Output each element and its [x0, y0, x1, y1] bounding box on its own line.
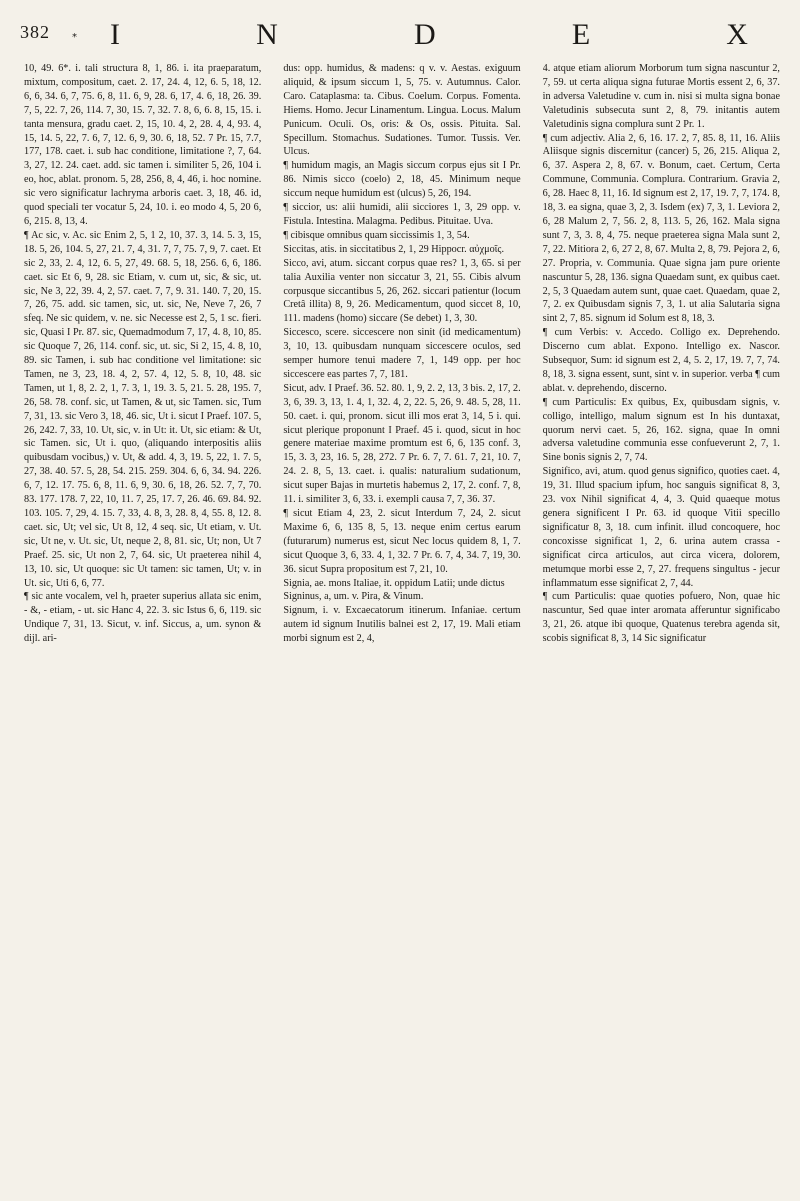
index-entry: ¶ humidum magis, an Magis siccum corpus ejus sit I Pr. 86. Nimis sicco (coelo) 2, 18, 45. Minimum neque siccum neque humidum est (ulcus) 5, 26, 194. [283, 160, 521, 200]
index-column-right [543, 62, 780, 1189]
page-mark: * [72, 32, 77, 43]
running-head [20, 18, 780, 52]
index-entry: Siccitas, atis. in siccitatibus 2, 1, 29 Hippocr. αὐχμοῖς. [283, 243, 505, 255]
index-entry: Sicco, avi, atum. siccant corpus quae res? 1, 3, 65. si per talia Auxilia venter non siccatur 3, 21, 55. Cibis alvum corpusque siccantibus 5, 26, 262. siccari patientur (locum Cretâ illita) 8, 9, 26. Medicamentum, quod siccet 8, 10, 111. madens (homo) siccare (Se debet) 1, 3, 30. [283, 257, 521, 325]
index-columns [24, 62, 780, 1189]
index-entry: ¶ sic ante vocalem, vel h, praeter superius allata sic enim, - &, - etiam, - ut. sic Hanc 4, 22. 3. sic Istus 6, 6, 119. sic Undique 7, 31, 13. Sicut, v. inf. Siccus, a, um. synon & dijl. ari- [24, 591, 262, 645]
index-entry: ¶ cum Verbis: v. Accedo. Colligo ex. Deprehendo. Discerno cum ablat. Expono. Intelligo ex. Nascor. Subsequor, Sum: id signum est 2, 4, 5. 2, 17, 19. 7, 7, 74. 8, 18, 3. signa essent, sunt, sint v. in superior. verba ¶ cum ablat. v. deprehendo, discerno. [542, 327, 780, 394]
index-entry: Sicut, adv. I Praef. 36. 52. 80. 1, 9, 2. 2, 13, 3 bis. 2, 17, 2. 3, 6, 39. 3, 13, 1. 4, 1, 32. 4, 2, 22. 5, 26, 9. 48. 5, 28, 11. 50. caet. i. qui, pronom. sicut illi mos erat 3, 14, 5 i. qui. sicut plerique proponunt I Praef. 45 i. quod, sicut in hoc genere materiae maxime promtum est 6, 6, 135 conf. 3, 15, 3. 3, 23, 16. 5, 28, 272. 7 Pr. 6. 7, 7. 61. 7, 21, 10. 7, 24. 2. 8, 5, 13. caet. i. qualis: naturalium sudationum, sicut super Bajas in murtetis habemus 2, 17, 2. conf. 7, 8, 11. i. similiter 3, 6, 33. i. exempli causa 7, 7, 36. 37. [283, 382, 521, 506]
index-entry: 10, 49. 6*. i. tali structura 8, 1, 86. i. ita praeparatum, mixtum, compositum, caet. 2. 17, 24. 4, 12, 6. 5, 18, 12. 6, 6, 34. 6, 7, 75. 6, 8, 11. 6, 9, 28. 6, 17, 4. 6, 18, 26. 39. 7, 5, 22. 7, 26, 114. 7, 30, 15. 7, 32. 7. 8, 6, 6. 8, 15, 15. i. tanta mensura, gradu caet. 2, 15, 10. 4, 2, 28. 4, 4, 93. 4, 15, 14. 5, 22, 7. 6, 7, 12. 6, 9, 30. 6, 18, 52. 7 Pr. 15, 7.7, 177, 178. caet. i. sub hac conditione, limitatione ?, 7, 64. 3, 27, 12. 24. caet. add. sic tamen i. similiter 5, 26, 104 i. eo, hoc, ablat. pronom. 5, 28, 256, 8, 4, 46, i. hoc nomine. sic vero significatur lachryma arboris caet. 3, 18, 46. id, quod speciali ter vocatur 5, 24, 10. i. eo modo 4, 5, 20 6, 6, 215. 8, 13, 4. [24, 63, 262, 227]
index-entry: Significo, avi, atum. quod genus significo, quoties caet. 4, 19, 31. Illud spacium ipfum, hoc sanguis significat 8, 3, 23. vox Nihil significat 4, 4, 3. Quid quaeque motus genera significent I Pr. 63. id quoque Vitii specillo significatur 8, 3, 18. cum infinit. illud concoquere, hoc concoxisse significat 1, 2, 6. urina autem crassa - significat circa articulos, aut circa vicera, dolorem, metumque morbi esse 2, 7, 27. frequens singultus - jecur inflammatum esse significat 2, 7, 44. [542, 466, 780, 589]
page-number: 382 [20, 22, 50, 42]
index-entry: ¶ siccior, us: alii humidi, alii sicciores 1, 3, 29 opp. v. Fistula. Intestina. Malagma. Pedibus. Pituitae. Uva. [283, 202, 521, 227]
index-entry: dus: opp. humidus, & madens: q v. v. Aestas. exiguum aliquid, & ipsum siccum 1, 5, 75. v. Autumnus. Calor. Caro. Cataplasma: ta. Cibus. Coelum. Corpus. Fomenta. Hiems. Homo. Jecur Linamentum. Lingua. Locus. Malum Punicum. Oculi. Os, oris: & Os, ossis. Pituita. Sal. Specillum. Stomachus. Sudationes. Tumor. Tussis. Ver. Ulcus. [283, 63, 521, 158]
title-letter: D [413, 18, 438, 51]
running-title [110, 18, 750, 52]
index-entry: 4. atque etiam aliorum Morborum tum signa nascuntur 2, 7, 59. ut certa aliqua signa futurae Mortis essent 2, 6, 37. in adversa Valetudine v. cum in. nisi si multa signa bonae Valetudinis subsecuta sunt 2, 8, 79. initantis autem Valetudinis signa complura sunt 2 Pr. 1. [542, 63, 780, 130]
index-column-middle [283, 62, 520, 1189]
title-letter: I [110, 18, 122, 51]
index-entry: Signia, ae. mons Italiae, it. oppidum Latii; unde dictus [283, 577, 505, 589]
index-entry: ¶ Ac sic, v. Ac. sic Enim 2, 5, 1 2, 10, 37. 3, 14. 5. 3, 15, 18. 5, 26, 104. 5, 27, 21. 7, 4, 31. 7, 7, 75. 7, 9, 7. caet. Et sic 2, 33, 2. 4, 12, 6. 5, 27, 49. 68. 5, 18, 256. 6, 6, 186. caet. sic Et 6, 9, 28. sic Etiam, v. cum ut, sic, & sic, ut. sic, Ne 3, 22, 39. 4, 2, 57. caet. 7, 7, 9. 31. 140. 7, 20, 15. 7, 26, 75. add. sic tamen, sic, ut. sic, Ne, Neve 7, 26, 7 sfeq. Ne sic quidem, v. ne. sic Necesse est 2, 5, 1 sc. fieri. sic, Quasi I Pr. 87. sic, Quemadmodum 7, 17, 4. 8, 10, 85. sic Quoque 7, 26, 114. conf. sic, ut. sic, Si 2, 15, 4. 8, 10, 89. sic Tamen, i. sub hac conditione vel limitatione: sic Tamen, ne 3, 23, 18. 4, 2, 57. 4, 12, 5. 8, 10, 48. sic Tamen, ut 1, 8, 2. 2, 1, 7. 3, 1, 19. 3. 5, 21. 5. 28, 195. 7, 26, 58. 78. conf. sic, ut Tamen, & ut, sic Tamen. sic, Tum 7, 31, 13. sic Vero 3, 18, 46. sic, Ut i. sicut I Praef. 107. 5, 26, 242. 7, 33, 10. Ut, sic, v. in Ut: it. Ut, sic etiam: & Ut, sic Tamen. sic, Ut i. quo, (aliquando interpositis aliis quibusdam vocibus,) v. Ut, & add. 4, 3, 19. 5, 22, 1. 7. 5, 27, 38. 40. 57. 5, 28, 54. 215. 259. 304. 6, 6, 34. 94. 226. 6, 7, 12. 17. 75. 6, 8, 11. 6, 9, 30. 6, 18, 26. 52. 7, 7, 70. 83. 177. 178. 7, 22, 10, 11. 7, 25, 17. 7, 26. 46. 69. 84. 92. 103. 105. 7, 29, 4. 15. 7, 33, 4. 8, 3, 28. 8, 4, 55. 8, 12. 8. caet. sic, Ut; vel sic, Ut 8, 12, 4 seq. sic, Ut etiam, v. Ut. sic, Ut ne, v. Ut. sic, Ut, neque 2, 8, 81. sic, Ut; non, Ut 7 Praef. 25. sic, Ut non 2, 7, 64. sic, Ut praeterea nihil 4, 13, 10. sic, Ut quoque: sic Ut tamen: sic tamen, Ut; v. in Ut. sic, Uti 6, 6, 77. [24, 229, 262, 589]
index-entry: ¶ cum Particulis: Ex quibus, Ex, quibusdam signis, v. colligo, intelligo, malum signum est In his duntaxat, quorum nervi caet. 5, 26, 162. signa, quae In omni adversa valetudine communia esse confueverunt 2, 7, 1. Sine bonis signis 2, 7, 74. [542, 396, 780, 464]
title-letter: E [571, 18, 593, 51]
index-entry: ¶ cibisque omnibus quam siccissimis 1, 3, 54. [283, 229, 470, 241]
index-entry: ¶ sicut Etiam 4, 23, 2. sicut Interdum 7, 24, 2. sicut Maxime 6, 6, 135 8, 5, 13. neque enim certus earum (futurarum) numerus est, sicut Nec locus quidem 8, 1, 7. sicut Quoque 3, 6, 33. 4, 1, 32. 7 Pr. 6. 7, 4, 34. 7, 19, 30. 36. sicut Supra propositum est 7, 21, 10. [283, 508, 521, 575]
index-entry: Signum, i. v. Excaecatorum itinerum. Infaniae. certum autem id signum Inutilis balnei est 2, 17, 19. Mali etiam morbi signum est 2, 4, [283, 605, 521, 645]
index-entry: Siccesco, scere. siccescere non sinit (id medicamentum) 3, 10, 13. quibusdam nunquam siccescere oculos, sed semper humore tenui madere 7, 1, 149 opp. per hoc siccescere eas partes 7, 7, 181. [283, 327, 521, 380]
index-entry: Signinus, a, um. v. Pira, & Vinum. [283, 591, 424, 603]
index-entry: ¶ cum adjectiv. Alia 2, 6, 16. 17. 2, 7, 85. 8, 11, 16. Aliis Aliisque signis discernitur (cancer) 5, 26, 215. Aliqua 2, 6, 37. Aspera 2, 8, 67. v. Bonum, caet. Certum, Certa Commune, Communia. Complura. Contrarium. Gravia 2, 6, 28. Haec 8, 11, 16. Id signum est 2, 17, 19. 7, 7, 174. 8, 18, 3. ea signa, quae 3, 2, 3. Isdem (ex) 7, 3, 1. Leviora 2, 6, 28 Malum 2, 7, 56. 2, 8, 113. 5, 26, 162. Mala signa sunt 7, 3, 3. 8, 4, 75. neque praeterea signa Mala sunt 2, 7, 22. Mitiora 2, 6, 27 2, 8, 67. Multa 2, 8, 79. Pejora 2, 6, 27. Propria, v. Communia. Quae signa jam pure oriente nascuntur 5, 28, 136. signa Quaedam sunt, ex quibus caet. 2, 5, 3 Quaedam autem sunt, quae caet. Quaedam, quae 2, 7, 2. ex Quibusdam signis 7, 3, 1. ut alia Salutaria signa sint 2, 7, 85. signum id Solum est 8, 18, 3. [542, 132, 780, 325]
index-column-left [24, 62, 261, 1189]
index-entry: ¶ cum Particulis: quae quoties pofuero, Non, quae hic nascuntur, Sed quae inter aromata afferuntur significabo 3, 21, 26. atque ibi quoque, Quatenus terebra agenda sit, scobis significat 8, 3, 14 Sic significatur [542, 591, 780, 645]
title-letter: X [726, 18, 750, 51]
title-letter: N [256, 18, 280, 51]
